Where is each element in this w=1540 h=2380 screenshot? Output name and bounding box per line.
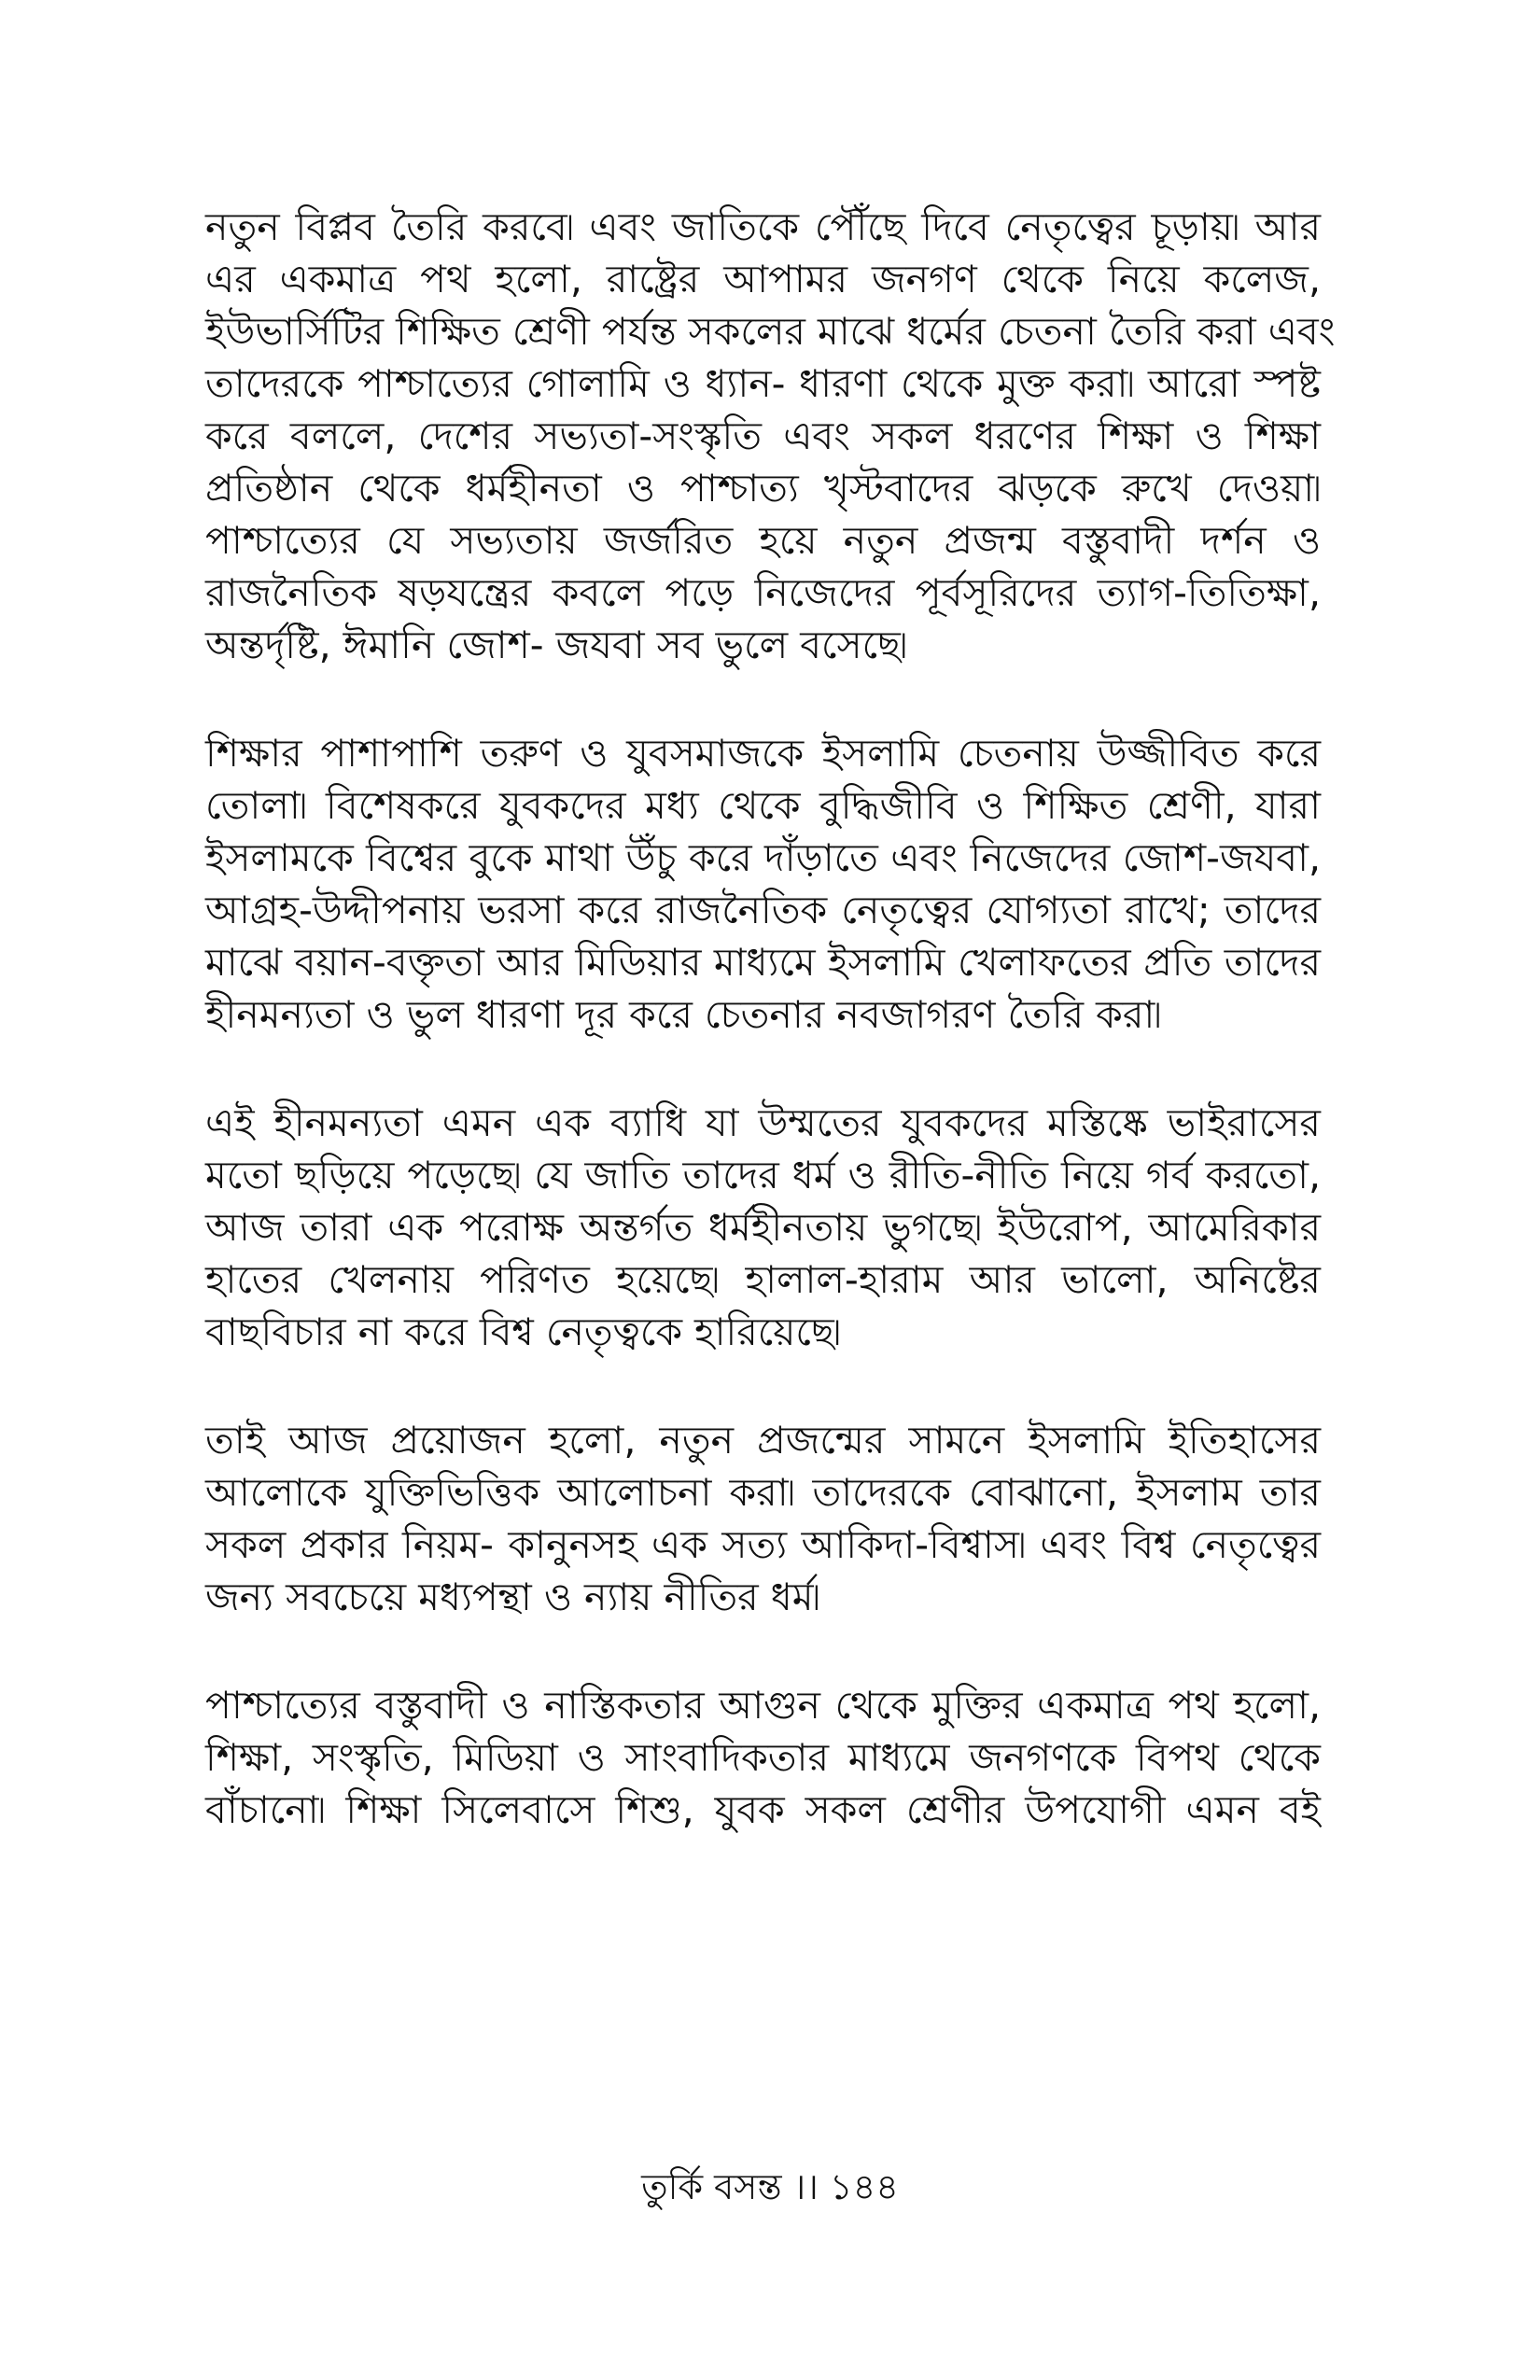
text-line: ইসলামকে বিশ্বের বুকে মাথা উঁচু করে দাঁড়াতে এবং নিজেদের জোশ-জযবা,	[205, 835, 1321, 880]
text-line: তাই আজ প্রয়োজন হলো, নতুন প্রজন্মের সামনে ইসলামি ইতিহাসের	[205, 1418, 1321, 1463]
text-line: তোলা৷ বিশেষকরে যুবকদের মধ্য থেকে বুদ্ধিজীবি ও শিক্ষিত শ্রেণী, যারা	[205, 783, 1321, 828]
text-line: মাঝে বয়ান-বক্তৃতা আর মিডিয়ার মাধ্যমে ইসলামি খেলাফতের প্রতি তাদের	[205, 940, 1321, 985]
text-line: অন্তর্দৃষ্টি, ঈমানি জোশ- জযবা সব ভুলে বসেছে৷	[205, 623, 907, 667]
paragraph-4	[205, 1414, 1321, 1623]
text-line: আজ তারা এক পরোক্ষ অন্তর্গত ধর্মহীনতায় ভুগছে৷ ইউরোপ, আমেরিকার	[205, 1205, 1321, 1250]
text-line: রাজনৈতিক ষড়যন্ত্রের কবলে পড়ে নিজেদের পূর্বসূরিদের ত্যাগ-তিতিক্ষা,	[205, 570, 1321, 615]
paragraph-1	[205, 201, 1336, 671]
text-line: আগ্রহ-উদ্দীপনায় ভরসা করে রাজনৈতিক নেতৃত্বের যোগ্যতা রাখে; তাদের	[205, 888, 1321, 932]
paragraph-2	[205, 727, 1321, 1041]
text-line: তাদেরকে পাশ্চাত্যের গোলামি ও ধ্যান- ধারণা থেকে মুক্ত করা৷ আরো স্পষ্ট	[205, 361, 1321, 406]
text-line: হীনমন্যতা ও ভুল ধারণা দূর করে চেতনার নবজাগরণ তৈরি করা৷	[205, 992, 1162, 1037]
text-line: শিক্ষা, সংস্কৃতি, মিডিয়া ও সাংবাদিকতার মাধ্যমে জনগণকে বিপথ থেকে	[205, 1735, 1321, 1780]
text-line: পাশ্চাত্যের যে সভ্যতায় জর্জরিত হয়ে নতুন প্রজন্ম বস্তুবাদী দর্শন ও	[205, 518, 1321, 563]
text-line: ইউভার্সিটির শিক্ষিত শ্রেণী পর্যন্ত সকলের মাঝে ধর্মের চেতনা তৈরি করা এবং	[205, 309, 1336, 354]
text-line: সকল প্রকার নিয়ম- কানুনসহ এক সত্য আকিদা-বিশ্বাস৷ এবং বিশ্ব নেতৃত্বের	[205, 1522, 1321, 1567]
text-line: করে বললে, দেশের সভ্যতা-সংস্কৃতি এবং সকল ধরণের শিক্ষা ও শিক্ষা	[205, 413, 1321, 458]
text-line: শিক্ষার পাশাপাশি তরুণ ও যুবসমাজকে ইসলামি চেতনায় উজ্জীবিত করে	[205, 731, 1321, 776]
text-line: এর একমাত্র পথ হলো, রাষ্ট্রের আপামর জনগণ থেকে নিয়ে কলেজ,	[205, 257, 1321, 301]
text-line: আলোকে যুক্তিভিত্তিক আলোচনা করা৷ তাদেরকে বোঝানো, ইসলাম তার	[205, 1470, 1321, 1515]
paragraph-5	[205, 1679, 1321, 1836]
text-line: নতুন বিপ্লব তৈরি করবে৷ এবং জাতিকে পৌঁছে দিবে নেতৃত্বের চূড়ায়৷ আর	[205, 204, 1321, 249]
text-line: মতো ছড়িয়ে পড়েছে৷ যে জাতি তাদের ধর্ম ও রীতি-নীতি নিয়ে গর্ব করতো,	[205, 1153, 1321, 1197]
text-line: বাঁচানো৷ শিক্ষা সিলেবাসে শিশু, যুবক সকল শ্রেণীর উপযোগী এমন বই	[205, 1787, 1321, 1832]
text-line: বাছবিচার না করে বিশ্ব নেতৃত্বকে হারিয়েছে৷	[205, 1309, 841, 1354]
text-line: এই হীনমন্যতা এমন এক ব্যাধি যা উম্মতের যুবকদের মস্তিষ্কে ভাইরাসের	[205, 1100, 1321, 1145]
text-line: হাতের খেলনায় পরিণত হয়েছে৷ হালাল-হারাম আর ভালো, অনিষ্টের	[205, 1257, 1321, 1302]
text-line: পাশ্চাত্যের বস্তুবাদী ও নাস্তিকতার আগুন থেকে মুক্তির একমাত্র পথ হলো,	[205, 1683, 1321, 1728]
text-line: জন্য সবচেয়ে মধ্যপন্থা ও ন্যায় নীতির ধর্ম৷	[205, 1575, 820, 1619]
page-footer: তুর্কি বসন্ত ।। ১৪৪	[641, 2166, 899, 2207]
text-line: প্রতিষ্ঠান থেকে ধর্মহীনতা ও পাশ্চাত্য খৃস্টবাদের ঝড়কে রুখে দেওয়া৷	[205, 466, 1321, 511]
page-body	[205, 201, 1336, 1892]
paragraph-3	[205, 1097, 1321, 1358]
